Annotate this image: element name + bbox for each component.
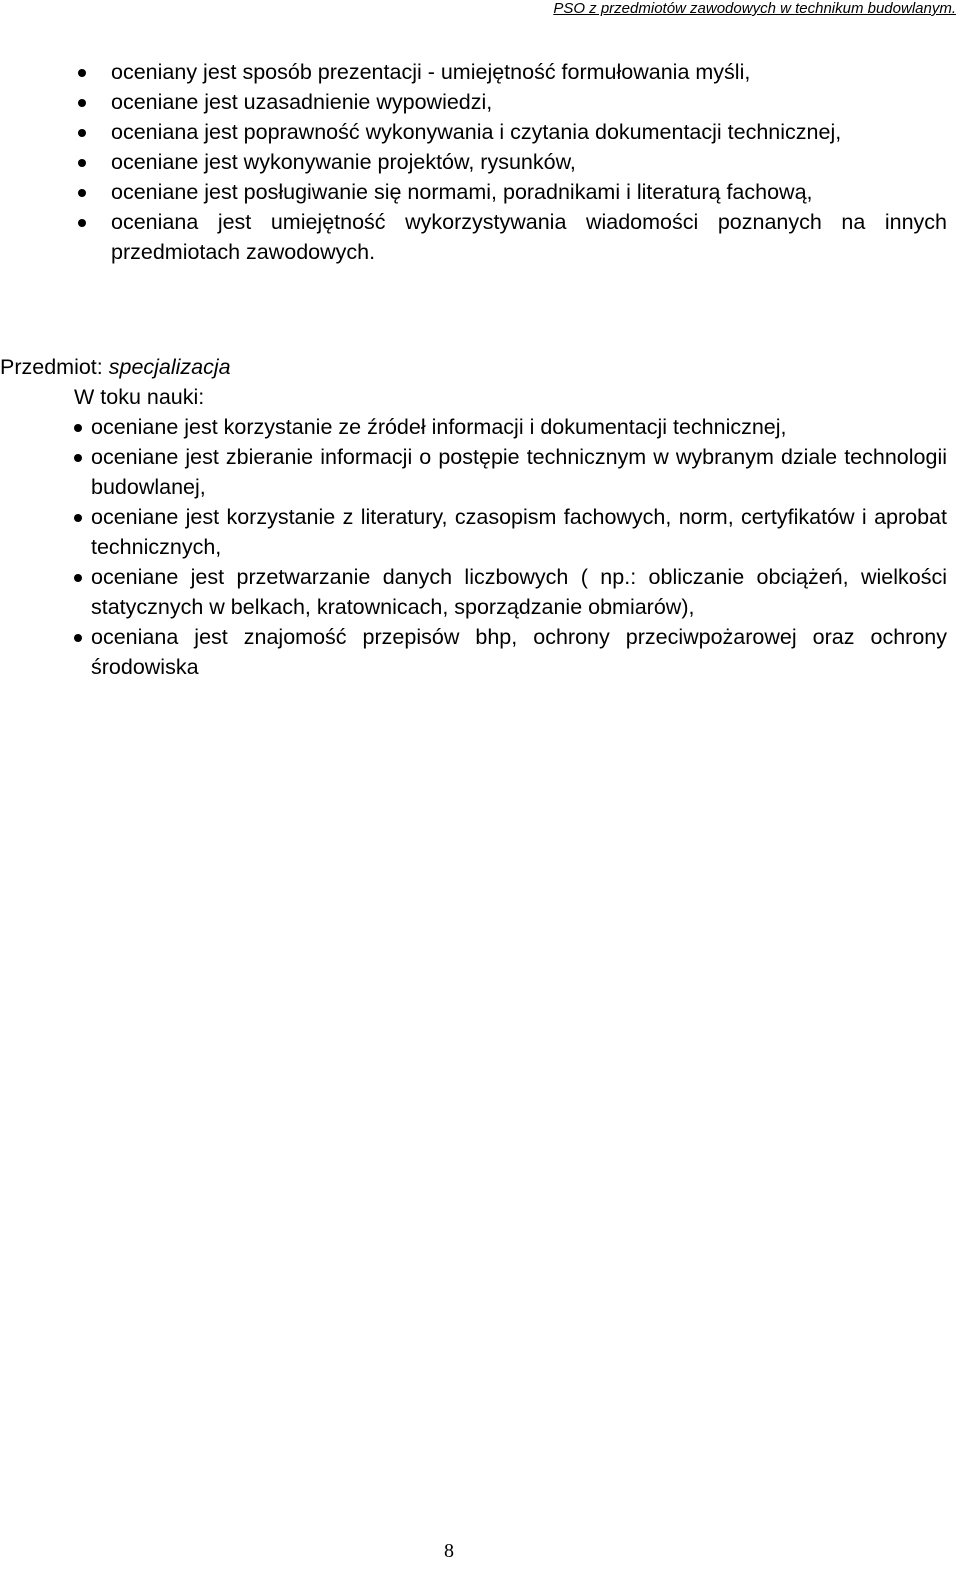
bullet-icon: [74, 634, 82, 642]
list-item: [91, 442, 947, 502]
subject-name: specjalizacja: [108, 355, 231, 379]
list-item-text: oceniany jest sposób prezentacji - umiejętność formułowania myśli,: [111, 60, 751, 84]
list-item-text: oceniana jest poprawność wykonywania i czytania dokumentacji technicznej,: [111, 120, 842, 144]
list-item: [111, 147, 947, 177]
bullet-icon: [74, 454, 82, 462]
bullet-icon: [78, 129, 86, 137]
list-item-text: oceniane jest zbieranie informacji o postępie technicznym w wybranym dziale technologii budowlanej,: [91, 445, 947, 499]
list-item: [91, 412, 947, 442]
list-item-text: oceniane jest korzystanie z literatury, czasopism fachowych, norm, certyfikatów i aprobat technicznych,: [91, 505, 947, 559]
list-item: [91, 502, 947, 562]
list-item: [111, 87, 947, 117]
bullet-icon: [78, 69, 86, 77]
bullet-icon: [78, 219, 86, 227]
subject-heading: [0, 352, 231, 382]
list-item-text: oceniane jest uzasadnienie wypowiedzi,: [111, 90, 493, 114]
bullet-icon: [74, 514, 82, 522]
list-item: [111, 177, 947, 207]
bullet-icon: [78, 159, 86, 167]
running-header: PSO z przedmiotów zawodowych w technikum budowlanym.: [553, 0, 956, 17]
assessment-list-specialization: [91, 412, 947, 682]
bullet-icon: [78, 99, 86, 107]
list-item-text: oceniane jest korzystanie ze źródeł informacji i dokumentacji technicznej,: [91, 415, 787, 439]
page-number: 8: [444, 1540, 454, 1562]
bullet-icon: [74, 574, 82, 582]
list-item: [111, 57, 947, 87]
list-item-text: oceniana jest znajomość przepisów bhp, ochrony przeciwpożarowej oraz ochrony środowiska: [91, 625, 947, 679]
list-item: [91, 622, 947, 682]
bullet-icon: [74, 424, 82, 432]
bullet-icon: [78, 189, 86, 197]
subject-label: Przedmiot:: [0, 355, 109, 379]
list-item: [111, 207, 947, 267]
list-item-text: oceniane jest posługiwanie się normami, poradnikami i literaturą fachową,: [111, 180, 813, 204]
list-item: [111, 117, 947, 147]
list-item-text: oceniane jest wykonywanie projektów, rysunków,: [111, 150, 576, 174]
during-studies-label: W toku nauki:: [74, 385, 205, 409]
list-item: [91, 562, 947, 622]
list-item-text: oceniana jest umiejętność wykorzystywania wiadomości poznanych na innych przedmiotach zawodowych.: [111, 210, 947, 264]
assessment-list-general: [111, 57, 947, 267]
list-item-text: oceniane jest przetwarzanie danych liczbowych ( np.: obliczanie obciążeń, wielkości statycznych w belkach, kratownicach, sporządzanie obmiarów),: [91, 565, 947, 619]
